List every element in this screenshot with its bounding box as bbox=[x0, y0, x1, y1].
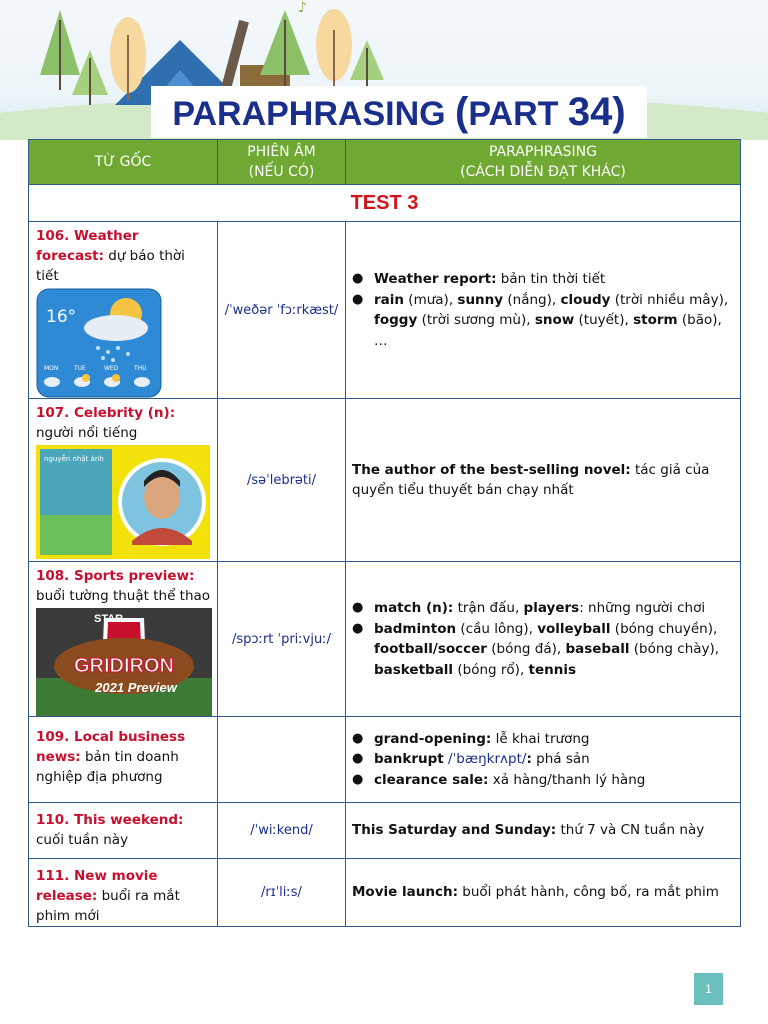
word-meaning: bản tin doanh nghiệp địa phương bbox=[36, 749, 179, 785]
table-row bbox=[29, 859, 741, 927]
header-paraphrasing: PARAPHRASING (CÁCH DIỄN ĐẠT KHÁC) bbox=[346, 140, 741, 185]
table-row bbox=[29, 717, 741, 803]
page-number: 1 bbox=[694, 973, 723, 1005]
original-word-cell bbox=[29, 717, 218, 803]
header-original-word: TỪ GỐC bbox=[29, 140, 218, 185]
table-row bbox=[29, 222, 741, 399]
list-item: ● rain (mưa), sunny (nắng), cloudy (trời nhiều mây), foggy (trời sương mù), snow (tuyết), storm (bão), … bbox=[352, 290, 734, 352]
paraphrase-cell bbox=[346, 717, 741, 803]
list-item: ● badminton (cầu lông), volleyball (bóng chuyền), football/soccer (bóng đá), baseball (bóng chày), basketball (bóng rổ), tennis bbox=[352, 619, 734, 681]
test-heading-row bbox=[29, 185, 741, 222]
title-part-number: 34) bbox=[567, 90, 626, 134]
word-meaning: dự báo thời tiết bbox=[36, 248, 185, 284]
day-label: WED bbox=[104, 365, 119, 372]
word-term: 109. Local business news: bbox=[36, 729, 186, 765]
word-term: 111. New movie release: bbox=[36, 868, 158, 904]
paraphrase-cell bbox=[346, 859, 741, 927]
paraphrase-meaning: thứ 7 và CN tuần này bbox=[556, 822, 705, 839]
original-word-cell bbox=[29, 562, 218, 717]
paraphrase-term: Movie launch: bbox=[352, 884, 458, 901]
word-meaning: buổi tường thuật thể thao bbox=[36, 588, 211, 604]
phonetic-cell: /rɪˈliːs/ bbox=[218, 859, 346, 927]
book-title: nguyễn nhật ánh bbox=[44, 455, 104, 463]
phonetic-cell: /ˈwiːkend/ bbox=[218, 803, 346, 859]
day-label: THU bbox=[134, 365, 147, 372]
paraphrase-cell bbox=[346, 562, 741, 717]
word-meaning: buổi ra mắt phim mới bbox=[36, 888, 180, 924]
image-title: GRIDIRON bbox=[74, 655, 174, 677]
page-title bbox=[151, 86, 647, 138]
original-word-cell bbox=[29, 803, 218, 859]
title-part-label: PART bbox=[468, 95, 568, 133]
paraphrase-cell bbox=[346, 222, 741, 399]
original-word-cell bbox=[29, 399, 218, 562]
word-term: 107. Celebrity (n): bbox=[36, 405, 176, 421]
temperature-label: 16° bbox=[46, 307, 77, 327]
sports-preview-image bbox=[36, 608, 212, 716]
paraphrase-cell bbox=[346, 399, 741, 562]
phonetic-cell: /ˈweðər ˈfɔːrkæst/ bbox=[218, 222, 346, 399]
test-label: TEST 3 bbox=[29, 185, 741, 222]
original-word-cell bbox=[29, 859, 218, 927]
word-term: 108. Sports preview: bbox=[36, 568, 195, 584]
word-term: 106. Weather forecast: bbox=[36, 228, 139, 264]
phonetic-cell bbox=[218, 717, 346, 803]
table-row bbox=[29, 562, 741, 717]
image-subtitle: 2021 Preview bbox=[95, 680, 177, 695]
paraphrase-term: This Saturday and Sunday: bbox=[352, 822, 557, 839]
table-row bbox=[29, 399, 741, 562]
image-brand: STAR bbox=[94, 613, 124, 625]
day-label: TUE bbox=[74, 365, 86, 372]
phonetic-cell: /spɔːrt ˈpriːvjuː/ bbox=[218, 562, 346, 717]
list-item: ● clearance sale: xả hàng/thanh lý hàng bbox=[352, 770, 734, 791]
paraphrase-cell bbox=[346, 803, 741, 859]
list-item: ● Weather report: bản tin thời tiết bbox=[352, 269, 734, 290]
word-meaning: người nổi tiếng bbox=[36, 425, 138, 441]
paraphrase-meaning: tác giả của quyển tiểu thuyết bán chạy nhất bbox=[352, 461, 710, 498]
paraphrase-term: The author of the best-selling novel: bbox=[352, 461, 631, 478]
weather-forecast-image bbox=[36, 288, 162, 398]
table-row bbox=[29, 803, 741, 859]
paraphrase-meaning: buổi phát hành, công bố, ra mắt phim bbox=[457, 884, 719, 901]
title-text: PARAPHRASING bbox=[172, 95, 456, 133]
word-term: 110. This weekend: bbox=[36, 812, 184, 828]
word-meaning: cuối tuần này bbox=[36, 832, 129, 848]
original-word-cell bbox=[29, 222, 218, 399]
day-label: MON bbox=[44, 365, 59, 372]
header-phonetic: PHIÊN ÂM (NẾU CÓ) bbox=[218, 140, 346, 185]
title-paren: ( bbox=[455, 90, 469, 134]
phonetic-cell: /səˈlebrəti/ bbox=[218, 399, 346, 562]
celebrity-image bbox=[36, 445, 210, 559]
svg-text:♪: ♪ bbox=[298, 0, 307, 16]
list-item: ● grand-opening: lễ khai trương bbox=[352, 729, 734, 750]
list-item: ● bankrupt /ˈbæŋkrʌpt/: phá sản bbox=[352, 749, 734, 770]
vocabulary-table bbox=[28, 139, 741, 927]
table-header-row bbox=[29, 140, 741, 185]
list-item: ● match (n): trận đấu, players: những người chơi bbox=[352, 598, 734, 619]
